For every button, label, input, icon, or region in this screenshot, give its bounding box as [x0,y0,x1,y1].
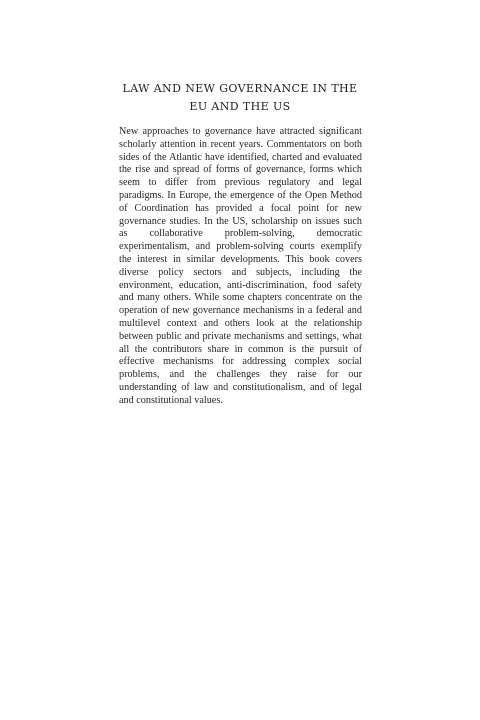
book-title-line-2: EU AND THE US [189,100,291,113]
book-title-line-1: LAW AND NEW GOVERNANCE IN THE [122,82,358,95]
book-description: New approaches to governance have attracted significant scholarly attention in recent years. Commentators on both sides of the Atlantic have identified, charted and evaluated the rise and spread of forms of governance, forms which seem to differ from previous regulatory and legal paradigms. In Europe, the emergence of the Open Method of Coordination has provided a focal point for new governance studies. In the US, scholarship on issues such as collaborative problem-solving, democratic experimentalism, and problem-solving courts exemplify the interest in similar developments. This book covers diverse policy sectors and subjects, including the environment, education, anti-discrimination, food safety and many others. While some chapters concentrate on the operation of new governance mechanisms in a federal and multilevel context and others look at the relationship between public and private mechanisms and settings, what all the contributors share in common is the pursuit of effective mechanisms for addressing complex social problems, and the challenges they raise for our understanding of law and constitutionalism, and of legal and constitutional values. [119,126,362,406]
